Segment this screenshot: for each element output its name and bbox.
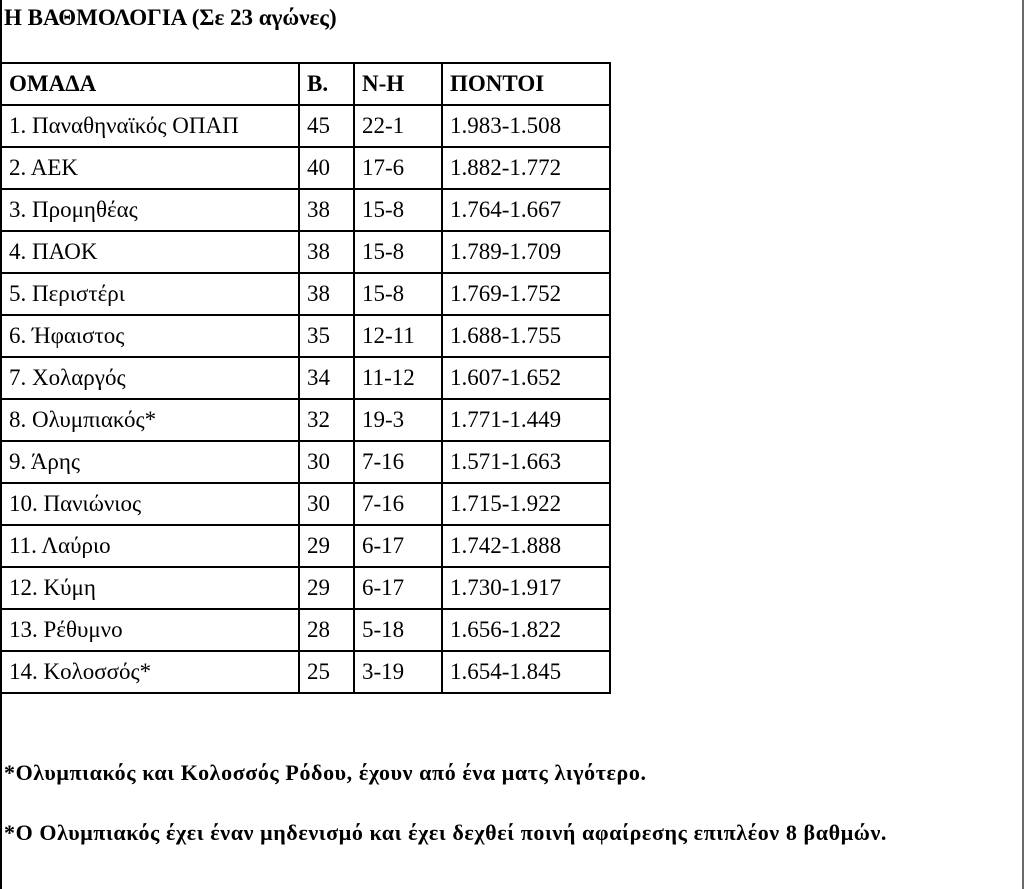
cell-wins-losses: 5-18 (354, 609, 442, 651)
header-team: ΟΜΑΔΑ (1, 63, 299, 105)
cell-scored: 1.654-1.845 (442, 651, 610, 693)
cell-wins-losses: 7-16 (354, 483, 442, 525)
cell-points: 28 (299, 609, 354, 651)
cell-points: 29 (299, 525, 354, 567)
table-row (1, 357, 610, 399)
table-row (1, 651, 610, 693)
cell-team: 2. ΑΕΚ (1, 147, 299, 189)
cell-wins-losses: 15-8 (354, 273, 442, 315)
cell-scored: 1.983-1.508 (442, 105, 610, 147)
standings-table (0, 62, 611, 694)
cell-scored: 1.789-1.709 (442, 231, 610, 273)
cell-points: 38 (299, 231, 354, 273)
table-row (1, 231, 610, 273)
cell-scored: 1.730-1.917 (442, 567, 610, 609)
table-header-row (1, 63, 610, 105)
cell-wins-losses: 12-11 (354, 315, 442, 357)
table-row (1, 273, 610, 315)
table-row (1, 315, 610, 357)
table-row (1, 441, 610, 483)
cell-scored: 1.769-1.752 (442, 273, 610, 315)
header-scored: ΠΟΝΤΟΙ (442, 63, 610, 105)
table-row (1, 399, 610, 441)
cell-scored: 1.607-1.652 (442, 357, 610, 399)
cell-wins-losses: 19-3 (354, 399, 442, 441)
cell-points: 38 (299, 273, 354, 315)
cell-points: 35 (299, 315, 354, 357)
cell-team: 4. ΠΑΟΚ (1, 231, 299, 273)
cell-points: 40 (299, 147, 354, 189)
cell-wins-losses: 17-6 (354, 147, 442, 189)
cell-scored: 1.742-1.888 (442, 525, 610, 567)
cell-team: 10. Πανιώνιος (1, 483, 299, 525)
table-row (1, 105, 610, 147)
cell-team: 14. Κολοσσός* (1, 651, 299, 693)
cell-wins-losses: 6-17 (354, 567, 442, 609)
cell-team: 13. Ρέθυμνο (1, 609, 299, 651)
cell-scored: 1.571-1.663 (442, 441, 610, 483)
cell-team: 1. Παναθηναϊκός ΟΠΑΠ (1, 105, 299, 147)
cell-scored: 1.771-1.449 (442, 399, 610, 441)
cell-points: 34 (299, 357, 354, 399)
cell-scored: 1.656-1.822 (442, 609, 610, 651)
cell-team: 3. Προμηθέας (1, 189, 299, 231)
cell-team: 6. Ήφαιστος (1, 315, 299, 357)
cell-points: 30 (299, 441, 354, 483)
cell-team: 12. Κύμη (1, 567, 299, 609)
table-row (1, 567, 610, 609)
cell-points: 45 (299, 105, 354, 147)
cell-points: 30 (299, 483, 354, 525)
cell-wins-losses: 3-19 (354, 651, 442, 693)
header-wins-losses: Ν-Η (354, 63, 442, 105)
cell-team: 11. Λαύριο (1, 525, 299, 567)
cell-team: 5. Περιστέρι (1, 273, 299, 315)
standings-body (1, 105, 610, 693)
table-row (1, 525, 610, 567)
cell-scored: 1.764-1.667 (442, 189, 610, 231)
cell-points: 29 (299, 567, 354, 609)
cell-wins-losses: 6-17 (354, 525, 442, 567)
cell-wins-losses: 11-12 (354, 357, 442, 399)
cell-team: 9. Άρης (1, 441, 299, 483)
table-row (1, 483, 610, 525)
page-title: Η ΒΑΘΜΟΛΟΓΙΑ (Σε 23 αγώνες) (4, 5, 337, 30)
cell-team: 8. Ολυμπιακός* (1, 399, 299, 441)
cell-scored: 1.715-1.922 (442, 483, 610, 525)
cell-points: 25 (299, 651, 354, 693)
cell-wins-losses: 15-8 (354, 189, 442, 231)
cell-wins-losses: 7-16 (354, 441, 442, 483)
cell-scored: 1.688-1.755 (442, 315, 610, 357)
cell-wins-losses: 22-1 (354, 105, 442, 147)
cell-scored: 1.882-1.772 (442, 147, 610, 189)
table-row (1, 147, 610, 189)
table-row (1, 609, 610, 651)
cell-team: 7. Χολαργός (1, 357, 299, 399)
cell-wins-losses: 15-8 (354, 231, 442, 273)
footnote-penalty: *Ο Ολυμπιακός έχει έναν μηδενισμό και έχει δεχθεί ποινή αφαίρεσης επιπλέον 8 βαθμών. (4, 820, 887, 845)
cell-points: 38 (299, 189, 354, 231)
header-points: Β. (299, 63, 354, 105)
cell-points: 32 (299, 399, 354, 441)
table-row (1, 189, 610, 231)
footnote-games: *Ολυμπιακός και Κολοσσός Ρόδου, έχουν από ένα ματς λιγότερο. (4, 760, 647, 785)
